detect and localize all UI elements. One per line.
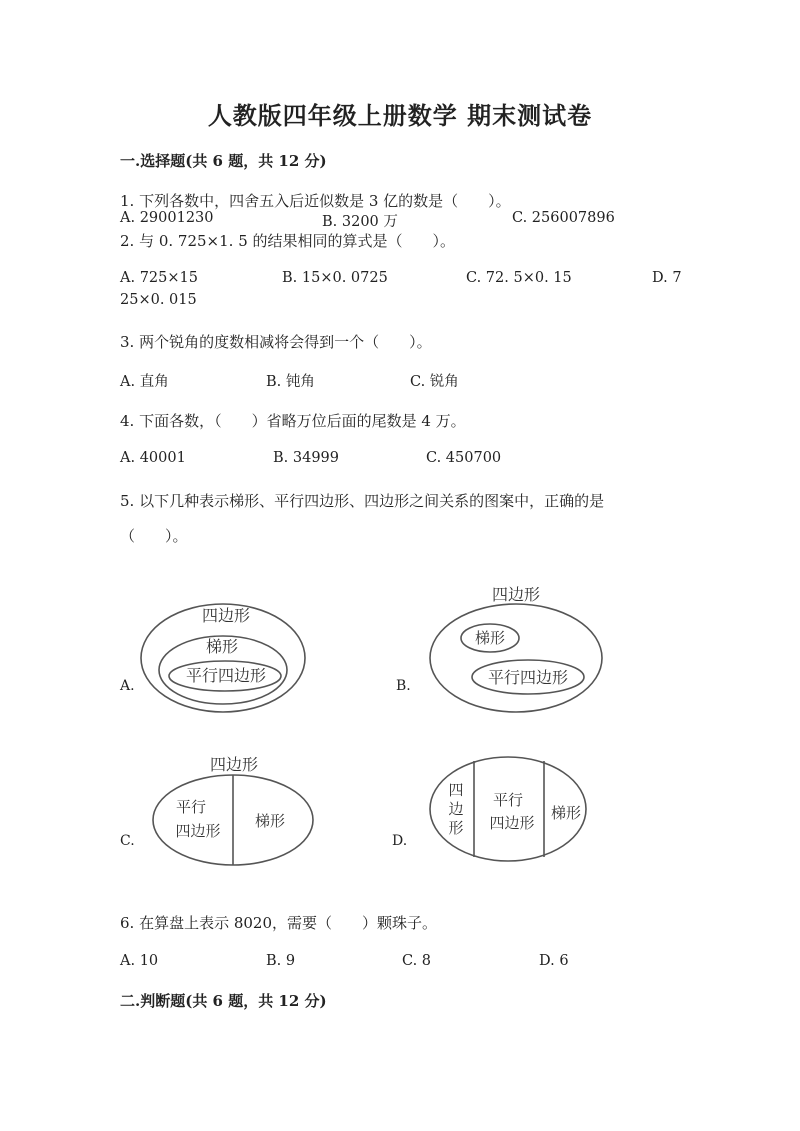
question-2: 2. 与 0. 725×1. 5 的结果相同的算式是（ ）。	[120, 232, 456, 250]
figure-a-label: A.	[120, 678, 135, 694]
figure-b-outer-ellipse	[430, 604, 602, 712]
question-5-cont: （ ）。	[120, 527, 188, 545]
figure-c-outer-text: 四边形	[209, 755, 259, 774]
figure-c-label: C.	[120, 833, 135, 849]
q4-option-b: B. 34999	[273, 450, 340, 466]
figure-c-right-text: 梯形	[254, 812, 286, 830]
figure-c-split-ellipse	[150, 750, 320, 870]
question-3: 3. 两个锐角的度数相减将会得到一个（ ）。	[120, 333, 432, 351]
figure-b-outer-text: 四边形	[491, 585, 541, 604]
q1-option-c: C. 256007896	[512, 210, 615, 226]
page-title: 人教版四年级上册数学 期末测试卷	[207, 101, 593, 130]
figure-d-mid-text-2: 四边形	[489, 814, 535, 832]
figure-a-inner-text: 平行四边形	[185, 666, 267, 685]
question-1: 1. 下列各数中，四舍五入后近似数是 3 亿的数是（ ）。	[120, 192, 511, 210]
figure-a-outer-text: 四边形	[201, 606, 251, 625]
q2-option-d: D. 7	[652, 270, 682, 286]
q4-option-c: C. 450700	[426, 450, 502, 466]
figure-b-small-text: 梯形	[474, 629, 506, 647]
figure-c-left-text-1: 平行	[175, 798, 207, 816]
q6-option-a: A. 10	[120, 953, 159, 969]
figure-d-right-text: 梯形	[550, 804, 582, 822]
figure-d-left-text-2: 边	[448, 800, 464, 818]
question-5: 5. 以下几种表示梯形、平行四边形、四边形之间关系的图案中，正确的是	[120, 492, 605, 510]
figure-b-label: B.	[396, 678, 411, 694]
figure-a-middle-text: 梯形	[205, 637, 239, 656]
section-heading-judgment: 二.判断题(共 6 题，共 12 分)	[120, 992, 327, 1010]
figure-a-nested-ellipses	[138, 600, 308, 715]
q2-option-c: C. 72. 5×0. 15	[466, 270, 572, 286]
q3-option-b: B. 钝角	[266, 374, 315, 390]
figure-c-left-text-2: 四边形	[175, 822, 221, 840]
q3-option-a: A. 直角	[120, 374, 169, 390]
q6-option-c: C. 8	[402, 953, 432, 969]
figure-b-ellipses	[430, 580, 610, 715]
q6-option-d: D. 6	[539, 953, 569, 969]
figure-d-split-ellipse	[428, 755, 588, 865]
q2-option-a: A. 725×15	[120, 270, 198, 286]
q2-option-b: B. 15×0. 0725	[282, 270, 388, 286]
figure-d-label: D.	[392, 833, 408, 849]
figure-b-large-text: 平行四边形	[487, 668, 569, 687]
figure-d-left-text-1: 四	[448, 781, 464, 799]
figure-d-mid-text-1: 平行	[492, 791, 524, 809]
q2-option-d-wrap: 25×0. 015	[120, 292, 197, 308]
q1-option-a: A. 29001230	[120, 210, 214, 226]
question-4: 4. 下面各数，（ ）省略万位后面的尾数是 4 万。	[120, 412, 466, 430]
question-6: 6. 在算盘上表示 8020，需要（ ）颗珠子。	[120, 914, 438, 932]
q4-option-a: A. 40001	[120, 450, 186, 466]
q6-option-b: B. 9	[266, 953, 296, 969]
section-heading-choice: 一.选择题(共 6 题，共 12 分)	[120, 152, 327, 170]
q3-option-c: C. 锐角	[410, 374, 459, 390]
figure-d-left-text-3: 形	[448, 819, 464, 837]
q1-option-b: B. 3200 万	[322, 214, 398, 230]
